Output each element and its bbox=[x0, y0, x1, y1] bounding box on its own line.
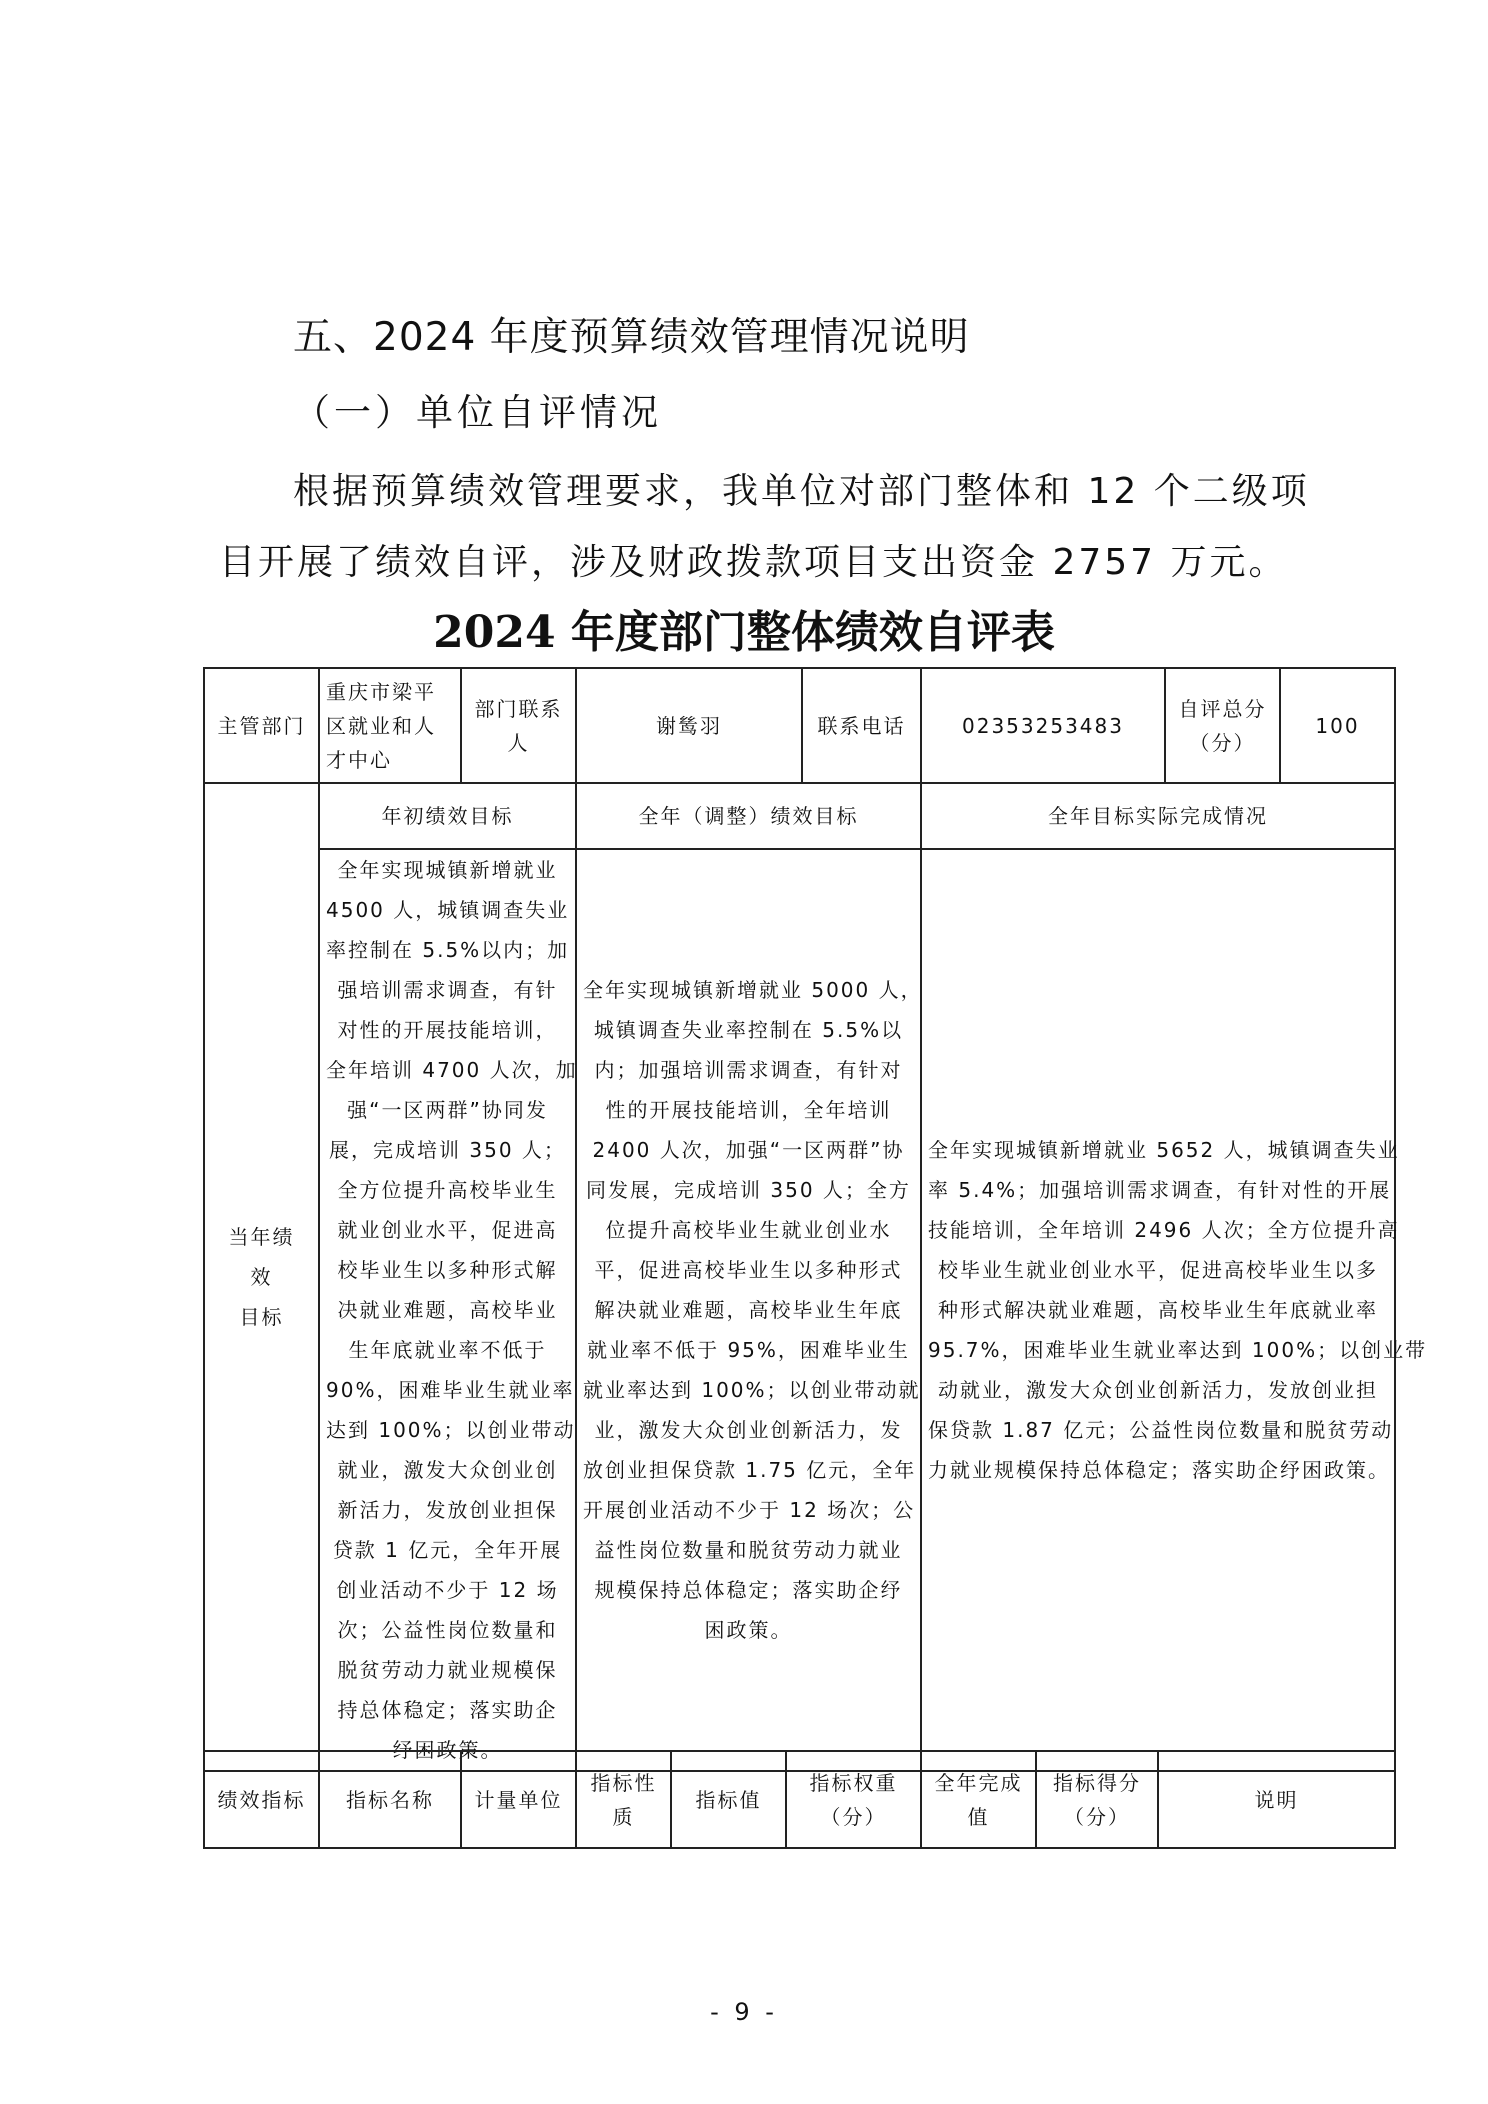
subsection-heading: （一）单位自评情况 bbox=[293, 391, 662, 434]
text-line: 90%，困难毕业生就业率 bbox=[326, 1378, 575, 1402]
text-line: 纾困政策。 bbox=[392, 1738, 503, 1762]
text-line: 4500 人，城镇调查失业 bbox=[326, 898, 570, 922]
text-line: 95.7%，困难毕业生就业率达到 100%；以创业带 bbox=[928, 1338, 1428, 1362]
indicator-header-table bbox=[203, 1750, 1396, 1849]
text-line: 技能培训，全年培训 2496 人次；全方位提升高 bbox=[928, 1218, 1400, 1242]
text-line: 次；公益性岗位数量和 bbox=[337, 1618, 558, 1642]
dept-value: 重庆市梁平区就业和人才中心 bbox=[319, 668, 461, 783]
text-line: 种形式解决就业难题，高校毕业生年底就业率 bbox=[938, 1298, 1378, 1322]
table-title: 2024 年度部门整体绩效自评表 bbox=[433, 607, 1055, 658]
contact-label: 部门联系人 bbox=[461, 668, 576, 783]
text-line: 开展创业活动不少于 12 场次；公 bbox=[583, 1498, 916, 1522]
text-line: 率 5.4%；加强培训需求调查，有针对性的开展 bbox=[928, 1178, 1392, 1202]
page-number: - 9 - bbox=[710, 1998, 778, 2026]
text-line: 就业率达到 100%；以创业带动就 bbox=[583, 1378, 921, 1402]
self-evaluation-table bbox=[203, 667, 1428, 1772]
text-line: 性的开展技能培训，全年培训 bbox=[605, 1098, 892, 1122]
score-value: 100 bbox=[1280, 668, 1395, 783]
phone-value: 02353253483 bbox=[921, 668, 1165, 783]
text-line: 解决就业难题，高校毕业生年底 bbox=[594, 1298, 903, 1322]
indicator-header: 绩效指标 bbox=[204, 1751, 319, 1848]
indicator-header: 指标名称 bbox=[319, 1751, 461, 1848]
text-line: 展，完成培训 350 人； bbox=[329, 1138, 566, 1162]
dept-label: 主管部门 bbox=[204, 668, 319, 783]
adjusted-goal-text bbox=[576, 849, 921, 1771]
text-line: 强“一区两群”协同发 bbox=[347, 1098, 548, 1122]
section-heading: 五、2024 年度预算绩效管理情况说明 bbox=[293, 315, 970, 360]
col-header-actual: 全年目标实际完成情况 bbox=[921, 783, 1395, 849]
text-line: 率控制在 5.5%以内；加 bbox=[326, 938, 570, 962]
indicator-header: 指标性质 bbox=[576, 1751, 671, 1848]
text-line: 全年实现城镇新增就业 5000 人， bbox=[583, 978, 923, 1002]
text-line: 持总体稳定；落实助企 bbox=[337, 1698, 558, 1722]
text-line: 当年绩 bbox=[228, 1225, 295, 1249]
text-line: 脱贫劳动力就业规模保 bbox=[337, 1658, 558, 1682]
text-line: 益性岗位数量和脱贫劳动力就业 bbox=[594, 1538, 903, 1562]
text-line: 动就业，激发大众创业创新活力，发放创业担 bbox=[938, 1378, 1378, 1402]
text-line: 2400 人次，加强“一区两群”协 bbox=[592, 1138, 905, 1162]
intro-paragraph: 根据预算绩效管理要求，我单位对部门整体和 12 个二级项 目开展了绩效自评，涉及财政拨款项目支出资金 2757 万元。 bbox=[219, 471, 1310, 583]
text-line: 保贷款 1.87 亿元；公益性岗位数量和脱贫劳动 bbox=[928, 1418, 1394, 1442]
text-line: 规模保持总体稳定；落实助企纾 bbox=[594, 1578, 903, 1602]
indicator-header: 全年完成值 bbox=[921, 1751, 1036, 1848]
phone-label: 联系电话 bbox=[802, 668, 921, 783]
text-line: 校毕业生以多种形式解 bbox=[337, 1258, 558, 1282]
text-line: 同发展，完成培训 350 人；全方 bbox=[586, 1178, 911, 1202]
text-line: 内；加强培训需求调查，有针对 bbox=[594, 1058, 903, 1082]
text-line: 困政策。 bbox=[704, 1618, 793, 1642]
text-line: 全年实现城镇新增就业 5652 人，城镇调查失业 bbox=[928, 1138, 1400, 1162]
text-line: 校毕业生就业创业水平，促进高校毕业生以多 bbox=[938, 1258, 1378, 1282]
text-line: 全方位提升高校毕业生 bbox=[337, 1178, 558, 1202]
text-line: 决就业难题，高校毕业 bbox=[337, 1298, 558, 1322]
text-line: 对性的开展技能培训， bbox=[337, 1018, 558, 1042]
text-line: 力就业规模保持总体稳定；落实助企纾困政策。 bbox=[928, 1458, 1390, 1482]
col-header-initial: 年初绩效目标 bbox=[319, 783, 576, 849]
contact-value: 谢鸶羽 bbox=[576, 668, 802, 783]
text-line: 贷款 1 亿元，全年开展 bbox=[332, 1538, 563, 1562]
text-line: 全年实现城镇新增就业 bbox=[337, 858, 558, 882]
text-line: 平，促进高校毕业生以多种形式 bbox=[594, 1258, 903, 1282]
indicator-header: 指标得分（分） bbox=[1036, 1751, 1158, 1848]
text-line: 效 bbox=[250, 1265, 273, 1289]
initial-goal-text bbox=[319, 849, 576, 1771]
goal-label bbox=[204, 783, 319, 1771]
text-line: 业，激发大众创业创新活力，发 bbox=[594, 1418, 903, 1442]
text-line: 城镇调查失业率控制在 5.5%以 bbox=[593, 1018, 904, 1042]
text-line: 就业，激发大众创业创 bbox=[337, 1458, 558, 1482]
text-line: 达到 100%；以创业带动 bbox=[326, 1418, 576, 1442]
text-line: 强培训需求调查，有针 bbox=[337, 978, 558, 1002]
text-line: 全年培训 4700 人次，加 bbox=[326, 1058, 578, 1082]
text-line: 放创业担保贷款 1.75 亿元，全年 bbox=[583, 1458, 917, 1482]
text-line: 创业活动不少于 12 场 bbox=[336, 1578, 559, 1602]
indicator-header: 计量单位 bbox=[461, 1751, 576, 1848]
score-label: 自评总分（分） bbox=[1165, 668, 1280, 783]
text-line: 位提升高校毕业生就业创业水 bbox=[605, 1218, 892, 1242]
indicator-header: 指标权重（分） bbox=[786, 1751, 921, 1848]
text-line: 生年底就业率不低于 bbox=[348, 1338, 547, 1362]
actual-completion-text bbox=[921, 849, 1428, 1771]
indicator-header: 指标值 bbox=[671, 1751, 786, 1848]
text-line: 新活力，发放创业担保 bbox=[337, 1498, 558, 1522]
col-header-adjusted: 全年（调整）绩效目标 bbox=[576, 783, 921, 849]
indicator-header: 说明 bbox=[1158, 1751, 1395, 1848]
text-line: 就业创业水平，促进高 bbox=[337, 1218, 558, 1242]
text-line: 就业率不低于 95%，困难毕业生 bbox=[587, 1338, 910, 1362]
text-line: 目标 bbox=[239, 1305, 284, 1329]
